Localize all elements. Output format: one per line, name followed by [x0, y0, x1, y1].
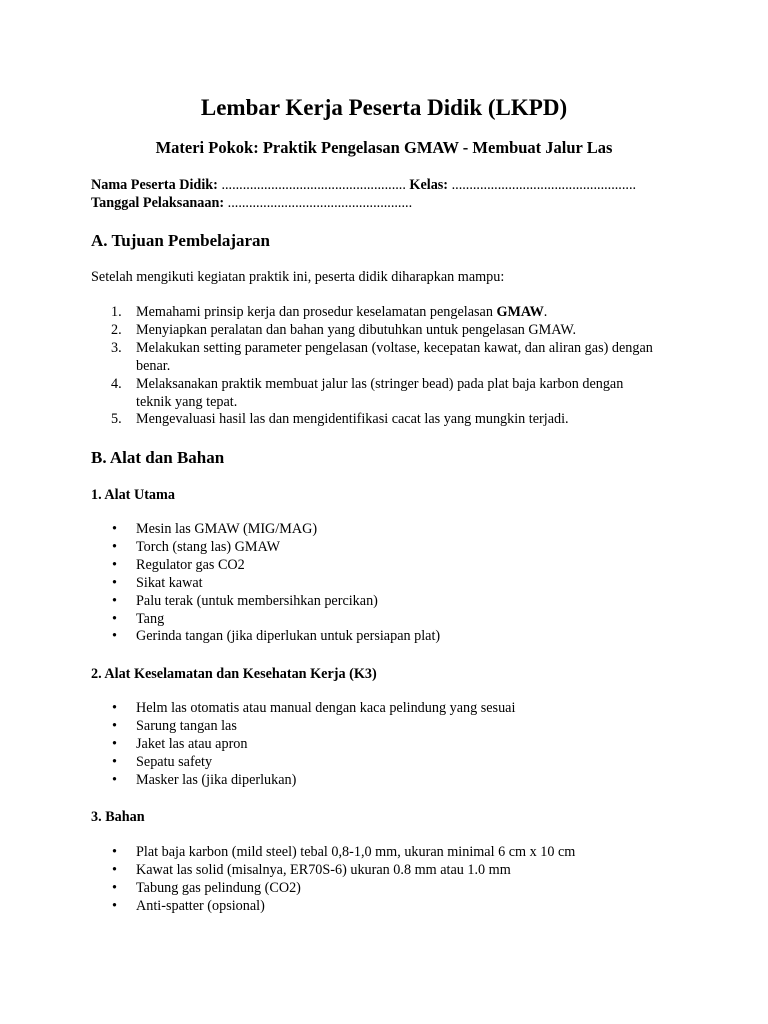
identity-line-1	[91, 176, 711, 194]
bullet-icon: •	[112, 735, 117, 752]
date-blank: ....................................................	[224, 195, 413, 211]
bullet-icon: •	[112, 628, 117, 645]
alat-k3-heading: 2. Alat Keselamatan dan Kesehatan Kerja (K3)	[91, 666, 377, 682]
list-item: • Regulator gas CO2	[112, 556, 245, 573]
bullet-icon: •	[112, 556, 117, 573]
student-identity-block	[91, 176, 711, 212]
bullet-icon: •	[112, 521, 117, 537]
bullet-icon: •	[112, 592, 117, 609]
class-blank: ....................................................	[448, 177, 637, 193]
list-item: • Anti-spatter (opsional)	[112, 897, 265, 914]
list-item: 4. Melaksanakan praktik membuat jalur las (stringer bead) pada plat baja karbon dengan teknik yang tepat.	[111, 375, 624, 410]
list-item: • Jaket las atau apron	[112, 735, 248, 752]
bullet-icon: •	[112, 538, 117, 555]
bullet-icon: •	[112, 897, 117, 914]
list-item: 1. Memahami prinsip kerja dan prosedur keselamatan pengelasan GMAW.	[111, 304, 548, 320]
list-item: • Mesin las GMAW (MIG/MAG)	[112, 521, 318, 537]
bullet-icon: •	[112, 574, 117, 591]
alat-utama-heading: 1. Alat Utama	[91, 487, 175, 503]
bullet-icon: •	[112, 700, 117, 716]
identity-line-2	[91, 194, 711, 212]
name-label: Nama Peserta Didik:	[91, 177, 218, 193]
document-subtitle: Materi Pokok: Praktik Pengelasan GMAW - Membuat Jalur Las	[155, 138, 613, 157]
bullet-icon: •	[112, 879, 117, 896]
section-b-heading: B. Alat dan Bahan	[91, 448, 225, 467]
list-item: • Palu terak (untuk membersihkan percikan)	[112, 592, 378, 609]
list-item: • Sepatu safety	[112, 753, 213, 770]
list-item: 3. Melakukan setting parameter pengelasan (voltase, kecepatan kawat, dan aliran gas) dengan benar.	[111, 339, 653, 374]
bahan-heading: 3. Bahan	[91, 809, 145, 825]
list-item: 5. Mengevaluasi hasil las dan mengidentifikasi cacat las yang mungkin terjadi.	[111, 411, 569, 428]
objectives-list	[91, 304, 676, 429]
list-item: • Plat baja karbon (mild steel) tebal 0,8-1,0 mm, ukuran minimal 6 cm x 10 cm	[112, 844, 576, 860]
bahan-list	[91, 844, 676, 916]
bullet-icon: •	[112, 861, 117, 878]
list-item: • Masker las (jika diperlukan)	[112, 771, 297, 788]
bullet-icon: •	[112, 610, 117, 627]
list-item: • Kawat las solid (misalnya, ER70S-6) ukuran 0.8 mm atau 1.0 mm	[112, 861, 511, 878]
date-label: Tanggal Pelaksanaan:	[91, 195, 225, 211]
alat-utama-list	[91, 521, 676, 646]
list-item: • Gerinda tangan (jika diperlukan untuk persiapan plat)	[112, 628, 441, 645]
section-a-heading: A. Tujuan Pembelajaran	[91, 231, 270, 250]
list-item: • Sarung tangan las	[112, 717, 237, 734]
bullet-icon: •	[112, 844, 117, 860]
class-label: Kelas:	[409, 177, 449, 193]
alat-k3-list	[91, 700, 676, 790]
list-item: • Tang	[112, 610, 165, 627]
list-item: • Tabung gas pelindung (CO2)	[112, 879, 301, 896]
list-item: 2. Menyiapkan peralatan dan bahan yang dibutuhkan untuk pengelasan GMAW.	[111, 321, 576, 338]
bullet-icon: •	[112, 753, 117, 770]
list-item: • Helm las otomatis atau manual dengan kaca pelindung yang sesuai	[112, 700, 516, 716]
section-a-intro: Setelah mengikuti kegiatan praktik ini, peserta didik diharapkan mampu:	[91, 269, 505, 285]
list-item: • Torch (stang las) GMAW	[112, 538, 281, 555]
document-title: Lembar Kerja Peserta Didik (LKPD)	[200, 95, 568, 120]
name-blank: ....................................................	[217, 177, 406, 193]
bullet-icon: •	[112, 717, 117, 734]
list-item: • Sikat kawat	[112, 574, 203, 591]
bullet-icon: •	[112, 771, 117, 788]
